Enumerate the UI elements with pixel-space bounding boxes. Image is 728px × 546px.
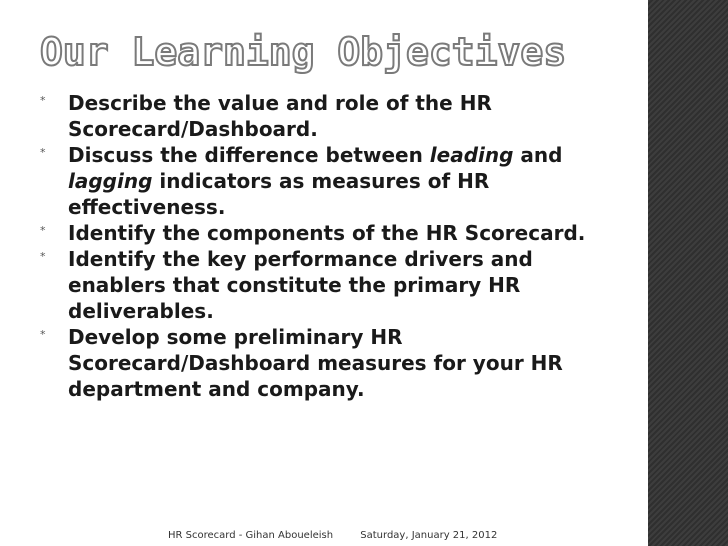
list-item <box>40 246 620 324</box>
list-item <box>40 142 620 220</box>
slide-title: Our Learning Objectives <box>40 30 567 74</box>
bullet-text-part: Discuss the difference between <box>68 143 430 167</box>
slide-footer <box>168 530 497 541</box>
footer-author: HR Scorecard - Gihan Aboueleish <box>168 530 334 541</box>
bullet-marker: * <box>40 250 46 263</box>
bullet-text-part: indicators as measures of HR effectiveness. <box>68 169 490 219</box>
bullet-text: Identify the components of the HR Scorecard. <box>68 221 586 245</box>
list-item <box>40 220 620 246</box>
objectives-list <box>40 90 620 402</box>
bullet-text-part: and <box>513 143 563 167</box>
bullet-marker: * <box>40 328 46 341</box>
bullet-text: Identify the key performance drivers and enablers that constitute the primary HR deliverables. <box>68 247 533 323</box>
bullet-text: Develop some preliminary HR Scorecard/Dashboard measures for your HR department and company. <box>68 325 563 401</box>
bullet-marker: * <box>40 94 46 107</box>
decorative-side-band <box>648 0 728 546</box>
bullet-marker: * <box>40 224 46 237</box>
bullet-text: Describe the value and role of the HR Scorecard/Dashboard. <box>68 91 492 141</box>
list-item <box>40 324 620 402</box>
footer-date: Saturday, January 21, 2012 <box>360 530 498 541</box>
emphasis-leading: leading <box>429 143 514 167</box>
bullet-marker: * <box>40 146 46 159</box>
list-item <box>40 90 620 142</box>
emphasis-lagging: lagging <box>68 169 153 193</box>
bullet-text <box>68 143 562 219</box>
